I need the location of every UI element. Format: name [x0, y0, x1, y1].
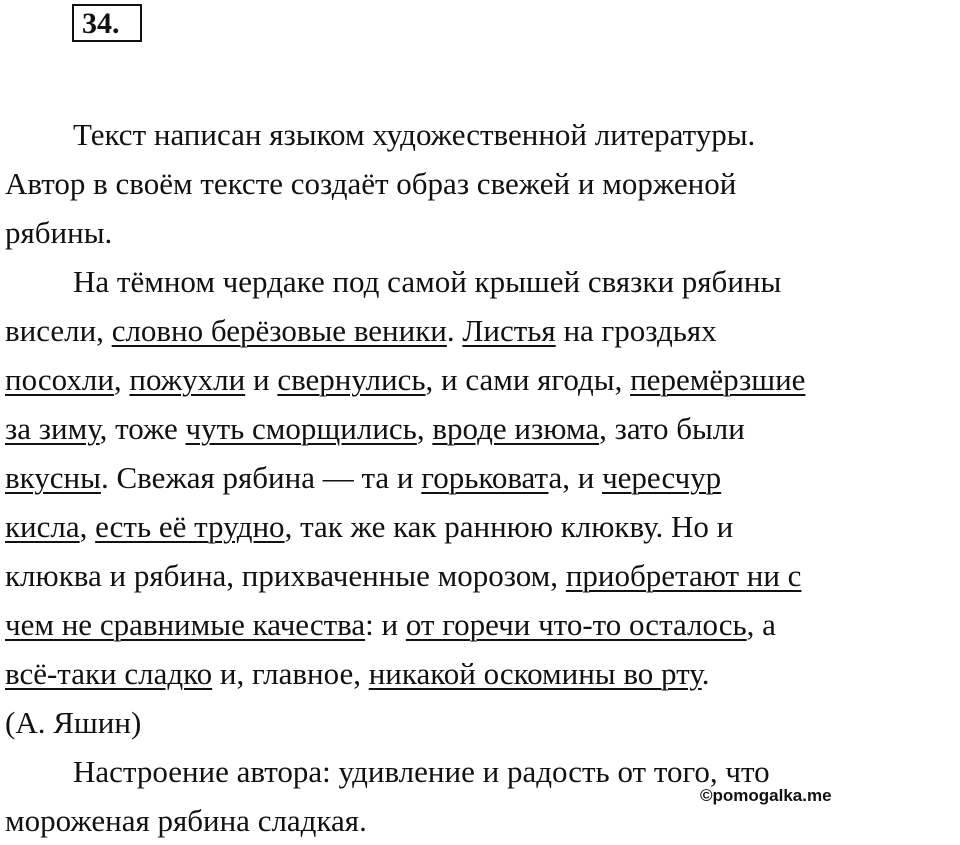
underlined-phrase: вроде изюма	[432, 411, 600, 446]
text-fragment: , а	[746, 607, 776, 642]
text-line: Настроение автора: удивление и радость от того, что	[73, 754, 770, 789]
underlined-phrase: никакой оскомины во рту	[368, 656, 702, 691]
text-fragment: , так же как раннюю клюкву. Но и	[284, 509, 734, 544]
text-line: Текст написан языком художественной литературы.	[73, 117, 756, 152]
underlined-phrase: есть её трудно	[95, 509, 285, 544]
underlined-phrase: вкусны	[5, 460, 101, 495]
text-fragment: : и	[365, 607, 406, 642]
underlined-phrase: горьковат	[421, 460, 549, 495]
task-number: 34.	[72, 4, 142, 42]
text-fragment: , зато были	[599, 411, 745, 446]
answer-text	[5, 110, 960, 845]
text-fragment: .	[701, 656, 710, 691]
underlined-phrase: всё-таки сладко	[5, 656, 213, 691]
underlined-phrase: словно берёзовые веники	[111, 313, 447, 348]
text-fragment: . Свежая рябина — та и	[100, 460, 422, 495]
underlined-phrase: пожухли	[129, 362, 246, 397]
text-line	[5, 404, 960, 453]
underlined-phrase: от горечи что-то осталось	[405, 607, 747, 642]
underlined-phrase: свернулись	[277, 362, 426, 397]
text-fragment: ,	[79, 509, 96, 544]
text-fragment: , и сами ягоды,	[425, 362, 631, 397]
underlined-phrase: чем не сравнимые качества	[5, 607, 366, 642]
text-fragment: а, и	[548, 460, 603, 495]
text-fragment: ,	[113, 362, 130, 397]
text-fragment: висели,	[5, 313, 112, 348]
underlined-phrase: чуть сморщились	[185, 411, 417, 446]
text-fragment: ,	[416, 411, 433, 446]
text-fragment: и	[245, 362, 278, 397]
text-line	[5, 306, 960, 355]
text-line: На тёмном чердаке под самой крышей связки рябины	[73, 264, 782, 299]
text-fragment: на гроздьях	[555, 313, 717, 348]
text-line: рябины.	[5, 215, 113, 250]
underlined-phrase: посохли	[5, 362, 114, 397]
text-fragment: клюква и рябина, прихваченные морозом,	[5, 558, 566, 593]
underlined-phrase: перемёрзшие	[630, 362, 806, 397]
text-line	[5, 551, 960, 600]
text-line	[5, 502, 960, 551]
text-line	[5, 649, 960, 698]
underlined-phrase: за зиму	[5, 411, 100, 446]
underlined-phrase: кисла	[5, 509, 80, 544]
text-line: Автор в своём тексте создаёт образ свежей и морженой	[5, 166, 737, 201]
underlined-phrase: приобретают ни с	[565, 558, 802, 593]
watermark: ©pomogalka.me	[700, 786, 832, 805]
text-line: мороженая рябина сладкая.	[5, 803, 367, 838]
author-attribution: (А. Яшин)	[5, 705, 142, 740]
text-fragment: и, главное,	[212, 656, 369, 691]
text-line	[5, 355, 960, 404]
underlined-phrase: Листья	[462, 313, 556, 348]
text-fragment: , тоже	[99, 411, 186, 446]
text-line	[5, 600, 960, 649]
text-fragment: .	[446, 313, 463, 348]
underlined-phrase: чересчур	[602, 460, 722, 495]
text-line	[5, 453, 960, 502]
